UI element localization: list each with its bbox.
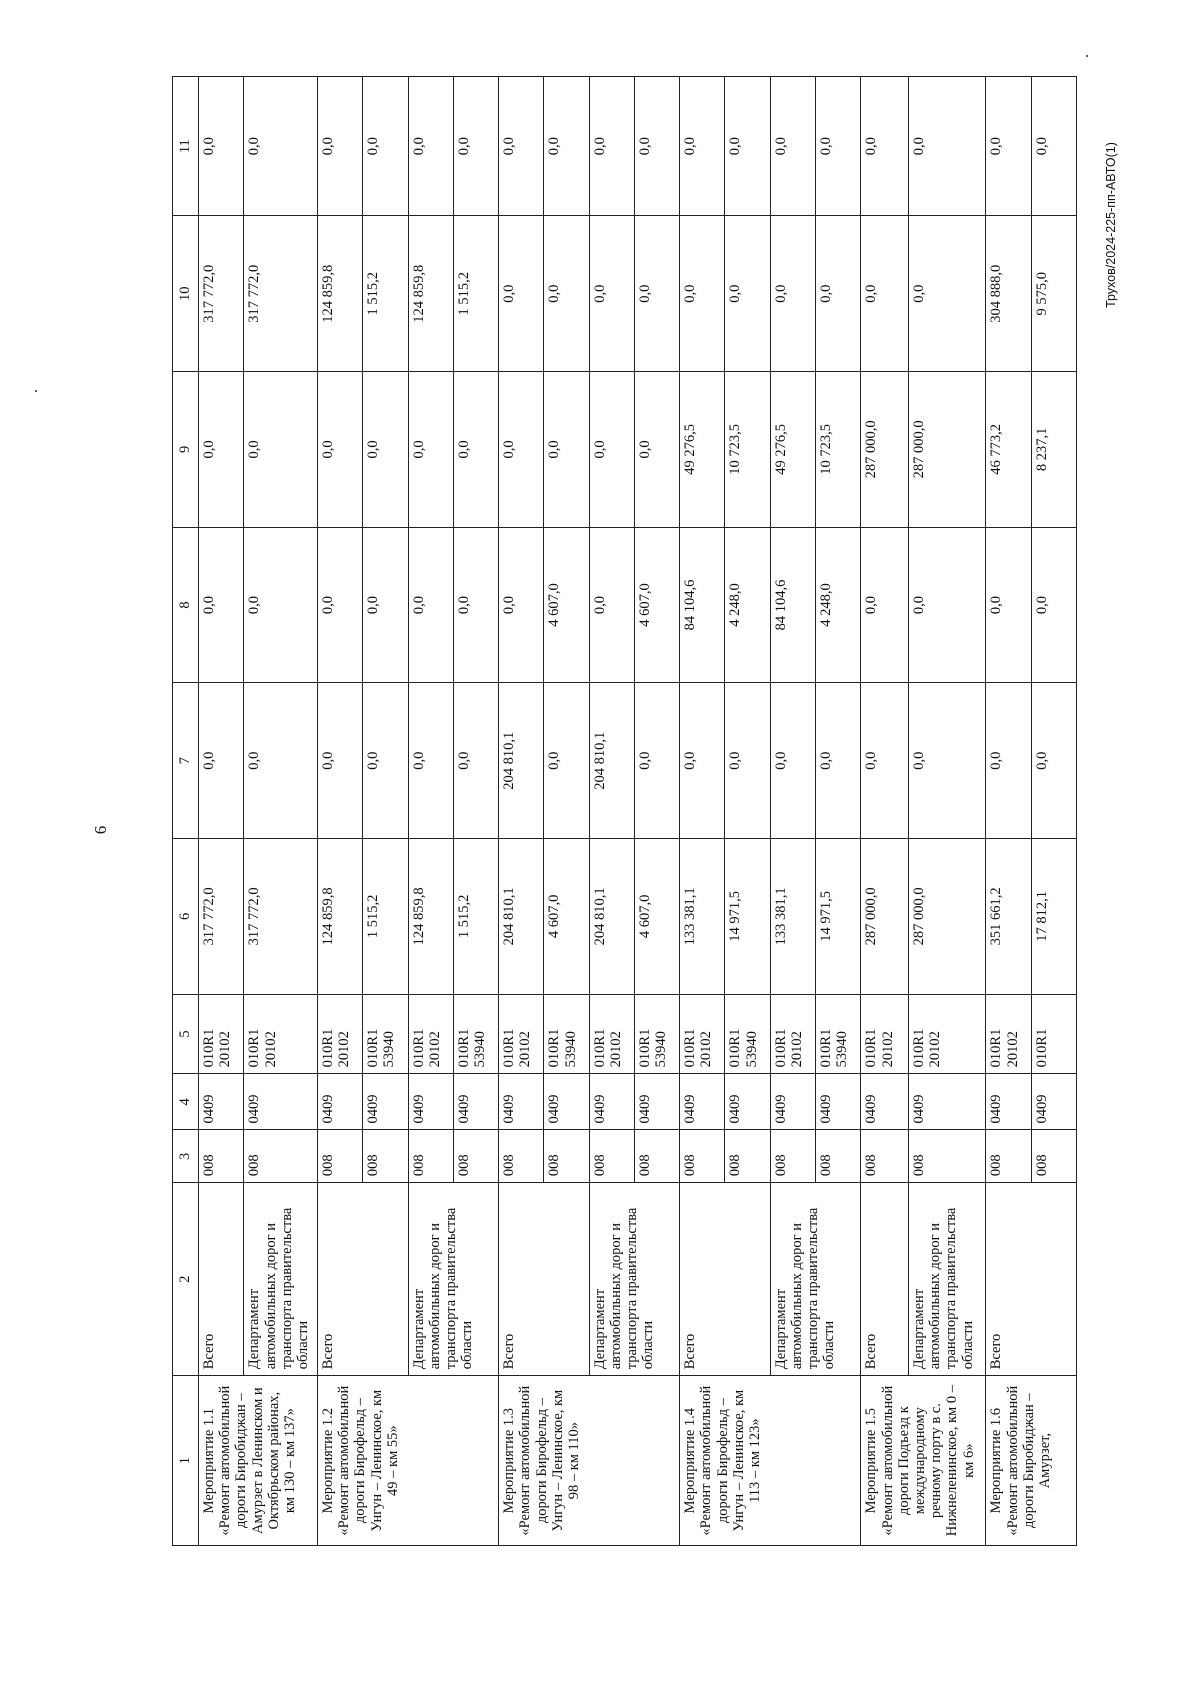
amount-cell: 1 515,2	[453, 839, 498, 995]
amount-cell: 0,0	[499, 77, 544, 216]
amount-cell: 0,0	[908, 683, 985, 839]
measure-title-cell: Мероприятие 1.6 «Ремонт автомобильной дороги Биробиджан – Амурзет,	[986, 1376, 1077, 1546]
section-code-cell: 0409	[816, 1074, 861, 1130]
amount-cell: 0,0	[908, 77, 985, 216]
measure-title-cell: Мероприятие 1.1 «Ремонт автомобильной дороги Биробиджан – Амурзет в Ленинском и Октябрьском районах, км 130 – км 137»	[199, 1376, 318, 1546]
amount-cell: 0,0	[634, 77, 679, 216]
table-row	[908, 77, 985, 1546]
section-code-cell: 0409	[544, 1074, 589, 1130]
amount-cell: 0,0	[499, 372, 544, 528]
target-article-cell: 010R1 20102	[408, 994, 453, 1074]
ministry-code-cell: 008	[408, 1130, 453, 1183]
recipient-cell: Всего	[680, 1183, 771, 1376]
amount-cell: 14 971,5	[816, 839, 861, 995]
amount-cell: 49 276,5	[770, 372, 815, 528]
amount-cell: 0,0	[244, 372, 318, 528]
target-article-cell: 010R1 53940	[634, 994, 679, 1074]
ministry-code-cell: 008	[363, 1130, 408, 1183]
table-row	[499, 77, 544, 1546]
amount-cell: 0,0	[199, 527, 244, 683]
section-code-cell: 0409	[363, 1074, 408, 1130]
scan-speck	[1086, 55, 1088, 57]
table-row	[244, 77, 318, 1546]
recipient-cell: Всего	[317, 1183, 408, 1376]
recipient-cell: Департамент автомобильных дорог и транспорта правительства области	[770, 1183, 861, 1376]
amount-cell: 317 772,0	[244, 216, 318, 372]
rotated-table-container	[172, 76, 1077, 1546]
amount-cell: 0,0	[499, 527, 544, 683]
amount-cell: 0,0	[408, 372, 453, 528]
amount-cell: 0,0	[589, 372, 634, 528]
ministry-code-cell: 008	[589, 1130, 634, 1183]
amount-cell: 0,0	[1031, 527, 1076, 683]
target-article-cell: 010R1 20102	[499, 994, 544, 1074]
amount-cell: 4 607,0	[634, 527, 679, 683]
section-code-cell: 0409	[453, 1074, 498, 1130]
recipient-cell: Департамент автомобильных дорог и транспорта правительства области	[244, 1183, 318, 1376]
amount-cell: 124 859,8	[408, 839, 453, 995]
amount-cell: 287 000,0	[861, 372, 909, 528]
header-cell: 9	[173, 372, 199, 528]
amount-cell: 287 000,0	[908, 372, 985, 528]
amount-cell: 0,0	[634, 216, 679, 372]
amount-cell: 0,0	[244, 683, 318, 839]
amount-cell: 0,0	[908, 527, 985, 683]
measure-title-cell: Мероприятие 1.3 «Ремонт автомобильной дороги Бирофельд – Унгун – Ленинское, км 98 – км 110»	[499, 1376, 680, 1546]
amount-cell: 0,0	[986, 683, 1031, 839]
amount-cell: 4 607,0	[544, 839, 589, 995]
amount-cell: 133 381,1	[680, 839, 725, 995]
header-cell: 11	[173, 77, 199, 216]
amount-cell: 204 810,1	[499, 839, 544, 995]
measure-title-cell: Мероприятие 1.2 «Ремонт автомобильной дороги Бирофельд – Унгун – Ленинское, км 49 – км 55»	[317, 1376, 498, 1546]
target-article-cell: 010R1 53940	[725, 994, 770, 1074]
amount-cell: 8 237,1	[1031, 372, 1076, 528]
target-article-cell: 010R1 20102	[680, 994, 725, 1074]
amount-cell: 0,0	[544, 683, 589, 839]
amount-cell: 351 661,2	[986, 839, 1031, 995]
amount-cell: 0,0	[589, 77, 634, 216]
amount-cell: 204 810,1	[589, 839, 634, 995]
amount-cell: 0,0	[1031, 77, 1076, 216]
amount-cell: 0,0	[453, 527, 498, 683]
recipient-cell: Всего	[986, 1183, 1077, 1376]
ministry-code-cell: 008	[680, 1130, 725, 1183]
amount-cell: 317 772,0	[199, 216, 244, 372]
amount-cell: 0,0	[244, 77, 318, 216]
amount-cell: 0,0	[680, 77, 725, 216]
amount-cell: 0,0	[861, 216, 909, 372]
amount-cell: 0,0	[816, 77, 861, 216]
amount-cell: 0,0	[680, 683, 725, 839]
target-article-cell: 010R1 20102	[861, 994, 909, 1074]
ministry-code-cell: 008	[634, 1130, 679, 1183]
amount-cell: 84 104,6	[770, 527, 815, 683]
amount-cell: 317 772,0	[199, 839, 244, 995]
amount-cell: 124 859,8	[408, 216, 453, 372]
table-row	[680, 77, 725, 1546]
amount-cell: 0,0	[680, 216, 725, 372]
amount-cell: 0,0	[317, 372, 362, 528]
amount-cell: 287 000,0	[908, 839, 985, 995]
amount-cell: 46 773,2	[986, 372, 1031, 528]
amount-cell: 0,0	[363, 527, 408, 683]
section-code-cell: 0409	[1031, 1074, 1076, 1130]
target-article-cell: 010R1 20102	[589, 994, 634, 1074]
amount-cell: 0,0	[725, 683, 770, 839]
amount-cell: 4 248,0	[816, 527, 861, 683]
amount-cell: 0,0	[499, 216, 544, 372]
amount-cell: 0,0	[908, 216, 985, 372]
amount-cell: 0,0	[986, 77, 1031, 216]
amount-cell: 0,0	[861, 683, 909, 839]
amount-cell: 0,0	[317, 527, 362, 683]
table-row	[986, 77, 1031, 1546]
table-row	[408, 77, 453, 1546]
amount-cell: 0,0	[816, 216, 861, 372]
target-article-cell: 010R1 20102	[986, 994, 1031, 1074]
amount-cell: 0,0	[1031, 683, 1076, 839]
amount-cell: 0,0	[770, 216, 815, 372]
amount-cell: 17 812,1	[1031, 839, 1076, 995]
header-cell: 2	[173, 1183, 199, 1376]
header-cell: 3	[173, 1130, 199, 1183]
amount-cell: 0,0	[453, 372, 498, 528]
table-row	[770, 77, 815, 1546]
recipient-cell: Всего	[499, 1183, 590, 1376]
section-code-cell: 0409	[986, 1074, 1031, 1130]
amount-cell: 10 723,5	[816, 372, 861, 528]
ministry-code-cell: 008	[1031, 1130, 1076, 1183]
amount-cell: 0,0	[861, 527, 909, 683]
amount-cell: 304 888,0	[986, 216, 1031, 372]
header-cell: 1	[173, 1376, 199, 1546]
header-cell: 8	[173, 527, 199, 683]
funding-table	[172, 76, 1077, 1546]
target-article-cell: 010R1 53940	[453, 994, 498, 1074]
amount-cell: 317 772,0	[244, 839, 318, 995]
page-number: 6	[91, 825, 110, 835]
amount-cell: 4 607,0	[634, 839, 679, 995]
amount-cell: 0,0	[244, 527, 318, 683]
amount-cell: 1 515,2	[363, 216, 408, 372]
section-code-cell: 0409	[199, 1074, 244, 1130]
amount-cell: 0,0	[544, 216, 589, 372]
amount-cell: 49 276,5	[680, 372, 725, 528]
amount-cell: 0,0	[363, 683, 408, 839]
amount-cell: 9 575,0	[1031, 216, 1076, 372]
section-code-cell: 0409	[244, 1074, 318, 1130]
amount-cell: 0,0	[544, 77, 589, 216]
section-code-cell: 0409	[680, 1074, 725, 1130]
ministry-code-cell: 008	[908, 1130, 985, 1183]
table-row	[317, 77, 362, 1546]
target-article-cell: 010R1 53940	[363, 994, 408, 1074]
amount-cell: 0,0	[317, 683, 362, 839]
recipient-cell: Департамент автомобильных дорог и транспорта правительства области	[908, 1183, 985, 1376]
section-code-cell: 0409	[634, 1074, 679, 1130]
section-code-cell: 0409	[725, 1074, 770, 1130]
header-row	[173, 77, 199, 1546]
ministry-code-cell: 008	[244, 1130, 318, 1183]
amount-cell: 0,0	[453, 77, 498, 216]
target-article-cell: 010R1 20102	[244, 994, 318, 1074]
header-cell: 7	[173, 683, 199, 839]
target-article-cell: 010R1 53940	[816, 994, 861, 1074]
table-body	[199, 77, 1077, 1546]
target-article-cell: 010R1 20102	[317, 994, 362, 1074]
amount-cell: 204 810,1	[589, 683, 634, 839]
document-code: Трухов/2024-225-пп-АВТО(1)	[1104, 142, 1118, 308]
ministry-code-cell: 008	[770, 1130, 815, 1183]
amount-cell: 124 859,8	[317, 839, 362, 995]
amount-cell: 0,0	[725, 77, 770, 216]
target-article-cell: 010R1 20102	[908, 994, 985, 1074]
recipient-cell: Всего	[199, 1183, 244, 1376]
amount-cell: 0,0	[199, 77, 244, 216]
amount-cell: 4 248,0	[725, 527, 770, 683]
amount-cell: 0,0	[199, 683, 244, 839]
amount-cell: 0,0	[816, 683, 861, 839]
section-code-cell: 0409	[408, 1074, 453, 1130]
amount-cell: 84 104,6	[680, 527, 725, 683]
ministry-code-cell: 008	[986, 1130, 1031, 1183]
header-cell: 4	[173, 1074, 199, 1130]
measure-title-cell: Мероприятие 1.5 «Ремонт автомобильной дороги Подъезд к международному речному порту в с. Нижнеленинское, км 0 – км 6»	[861, 1376, 986, 1546]
amount-cell: 0,0	[317, 77, 362, 216]
ministry-code-cell: 008	[499, 1130, 544, 1183]
recipient-cell: Всего	[861, 1183, 909, 1376]
amount-cell: 0,0	[408, 77, 453, 216]
section-code-cell: 0409	[499, 1074, 544, 1130]
section-code-cell: 0409	[861, 1074, 909, 1130]
amount-cell: 0,0	[363, 372, 408, 528]
section-code-cell: 0409	[317, 1074, 362, 1130]
ministry-code-cell: 008	[453, 1130, 498, 1183]
amount-cell: 0,0	[408, 527, 453, 683]
amount-cell: 0,0	[986, 527, 1031, 683]
recipient-cell: Департамент автомобильных дорог и транспорта правительства области	[589, 1183, 680, 1376]
amount-cell: 0,0	[453, 683, 498, 839]
measure-title-cell: Мероприятие 1.4 «Ремонт автомобильной дороги Бирофельд – Унгун – Ленинское, км 113 – км 123»	[680, 1376, 861, 1546]
amount-cell: 0,0	[770, 683, 815, 839]
section-code-cell: 0409	[589, 1074, 634, 1130]
target-article-cell: 010R1 20102	[770, 994, 815, 1074]
ministry-code-cell: 008	[199, 1130, 244, 1183]
ministry-code-cell: 008	[317, 1130, 362, 1183]
amount-cell: 4 607,0	[544, 527, 589, 683]
amount-cell: 0,0	[589, 216, 634, 372]
header-cell: 5	[173, 994, 199, 1074]
section-code-cell: 0409	[770, 1074, 815, 1130]
table-row	[861, 77, 909, 1546]
amount-cell: 204 810,1	[499, 683, 544, 839]
amount-cell: 10 723,5	[725, 372, 770, 528]
section-code-cell: 0409	[908, 1074, 985, 1130]
amount-cell: 1 515,2	[363, 839, 408, 995]
header-cell: 6	[173, 839, 199, 995]
amount-cell: 133 381,1	[770, 839, 815, 995]
ministry-code-cell: 008	[725, 1130, 770, 1183]
amount-cell: 0,0	[589, 527, 634, 683]
amount-cell: 1 515,2	[453, 216, 498, 372]
target-article-cell: 010R1 53940	[544, 994, 589, 1074]
amount-cell: 0,0	[725, 216, 770, 372]
ministry-code-cell: 008	[816, 1130, 861, 1183]
recipient-cell: Департамент автомобильных дорог и транспорта правительства области	[408, 1183, 499, 1376]
ministry-code-cell: 008	[861, 1130, 909, 1183]
scan-speck	[35, 390, 37, 392]
ministry-code-cell: 008	[544, 1130, 589, 1183]
target-article-cell: 010R1 20102	[199, 994, 244, 1074]
amount-cell: 0,0	[634, 372, 679, 528]
amount-cell: 0,0	[363, 77, 408, 216]
table-row	[589, 77, 634, 1546]
amount-cell: 287 000,0	[861, 839, 909, 995]
target-article-cell: 010R1	[1031, 994, 1076, 1074]
amount-cell: 124 859,8	[317, 216, 362, 372]
amount-cell: 0,0	[199, 372, 244, 528]
amount-cell: 0,0	[770, 77, 815, 216]
header-cell: 10	[173, 216, 199, 372]
amount-cell: 14 971,5	[725, 839, 770, 995]
amount-cell: 0,0	[634, 683, 679, 839]
amount-cell: 0,0	[544, 372, 589, 528]
amount-cell: 0,0	[408, 683, 453, 839]
table-row	[199, 77, 244, 1546]
amount-cell: 0,0	[861, 77, 909, 216]
